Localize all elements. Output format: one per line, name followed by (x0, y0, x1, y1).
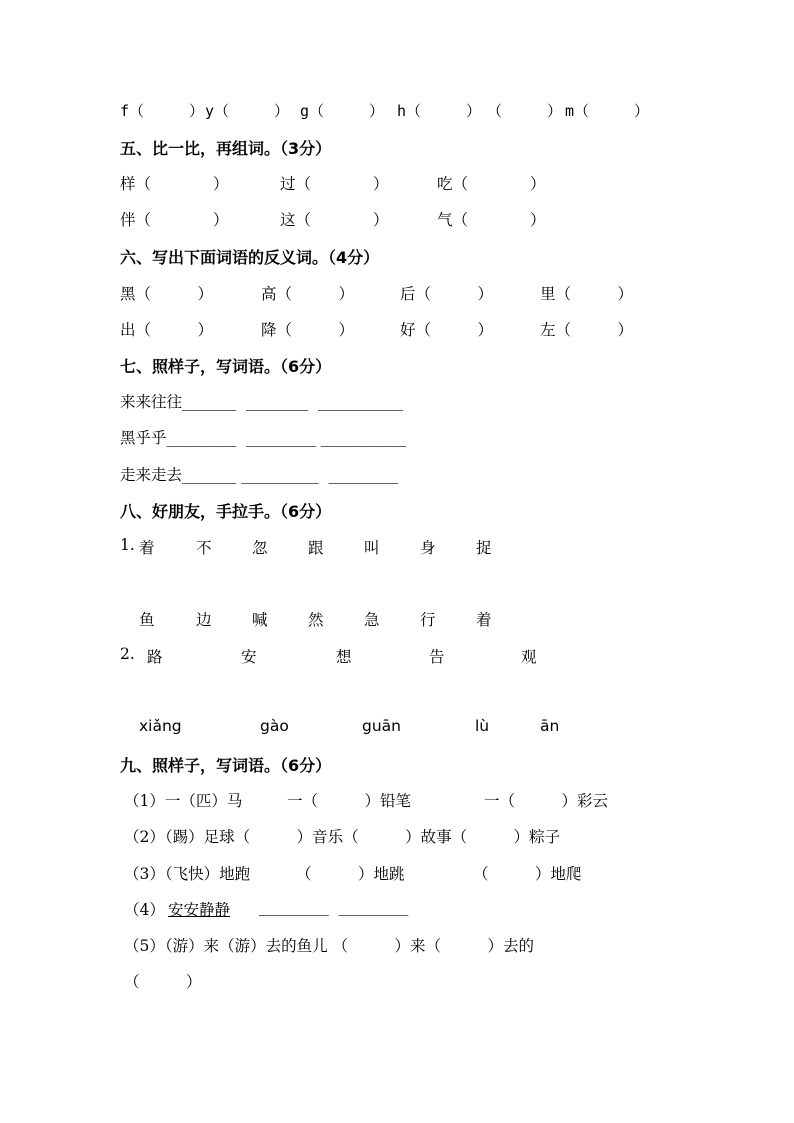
s8-top2-1: 路 (147, 648, 163, 666)
s8-top2-5: 观 (521, 648, 537, 666)
s7-line-3: 走来走去_______ __________ _________ (120, 466, 399, 484)
s9-l4-label: （4） (124, 901, 165, 919)
s9-l1-c: 一（ ）彩云 (484, 792, 609, 810)
s8-bot1-3: 喊 (252, 611, 268, 629)
section-6-title: 六、写出下面词语的反义词。（4分） (120, 248, 380, 267)
s8-top2-2: 安 (241, 648, 257, 666)
s9-l3-a: （3）（飞快）地跑 (124, 865, 251, 883)
s7-line-1: 来来往往_______ ________ ___________ (120, 393, 404, 411)
s9-l4-word: 安安静静 (168, 901, 231, 919)
s6-r1-c3: 后（ ） (400, 285, 494, 303)
pinyin-m: m（ ） (565, 102, 650, 120)
s5-r1-c3: 吃（ ） (437, 175, 546, 193)
s5-r2-c1: 伴（ ） (120, 211, 229, 229)
s9-l5: （5）（游）来（游）去的鱼儿 （ ）来（ ）去的 (124, 937, 535, 955)
s8-bot1-6: 行 (420, 611, 436, 629)
s9-l3-b: （ ）地跳 (296, 865, 405, 883)
s9-l3-c: （ ）地爬 (473, 865, 582, 883)
s8-bot2-5: ān (540, 717, 560, 735)
pinyin-y: y（ ） (205, 102, 290, 120)
s8-top2-3: 想 (336, 648, 352, 666)
s8-bot2-2: gào (260, 717, 289, 735)
s8-bot1-2: 边 (196, 611, 212, 629)
pinyin-f: f（ ） (120, 102, 205, 120)
s8-bot1-1: 鱼 (139, 611, 155, 629)
s6-r2-c1: 出（ ） (120, 321, 214, 339)
pinyin-h: h（ ） (397, 102, 482, 120)
s9-l2: （2）（踢）足球（ ）音乐（ ）故事（ ）粽子 (124, 828, 561, 846)
s8-bot2-1: xiǎng (139, 717, 182, 735)
s9-l4-blanks: _________ _________ (259, 898, 409, 916)
section-7-title: 七、照样子，写词语。（6分） (120, 357, 332, 376)
s8-bot1-4: 然 (308, 611, 324, 629)
s9-l6: （ ） (124, 973, 202, 991)
s7-line-2: 黑乎乎_________ _________ ___________ (120, 429, 407, 447)
s8-bot2-4: lù (475, 717, 490, 735)
s6-r1-c1: 黑（ ） (120, 285, 214, 303)
s9-l1-a: （1）一（匹）马 (124, 792, 243, 810)
s6-r1-c4: 里（ ） (540, 285, 634, 303)
section-8-title: 八、好朋友，手拉手。（6分） (120, 502, 332, 521)
s6-r1-c2: 高（ ） (261, 285, 355, 303)
s8-num-1: 1. (120, 536, 135, 554)
s8-top1-5: 叫 (364, 539, 380, 557)
section-5-title: 五、比一比，再组词。（3分） (120, 139, 332, 158)
s8-top1-7: 捉 (476, 539, 492, 557)
s9-l1-b: 一（ ）铅笔 (287, 792, 412, 810)
s8-top1-6: 身 (420, 539, 436, 557)
s5-r2-c2: 这（ ） (280, 211, 389, 229)
s6-r2-c3: 好（ ） (400, 321, 494, 339)
s5-r1-c1: 样（ ） (120, 175, 229, 193)
s8-top1-4: 跟 (308, 539, 324, 557)
s8-top1-1: 着 (139, 539, 155, 557)
pinyin-g: g（ ） (300, 102, 385, 120)
s5-r2-c3: 气（ ） (437, 211, 546, 229)
s8-bot1-7: 着 (476, 611, 492, 629)
s8-top2-4: 告 (429, 648, 445, 666)
s8-top1-2: 不 (196, 539, 212, 557)
s8-bot1-5: 急 (364, 611, 380, 629)
s8-top1-3: 忽 (252, 539, 268, 557)
s8-num-2: 2. (120, 645, 135, 663)
s6-r2-c4: 左（ ） (540, 321, 634, 339)
pinyin-blank: （ ） (487, 102, 563, 120)
s5-r1-c2: 过（ ） (280, 175, 389, 193)
section-9-title: 九、照样子，写词语。（6分） (120, 756, 332, 775)
s8-bot2-3: guān (362, 717, 401, 735)
s6-r2-c2: 降（ ） (261, 321, 355, 339)
